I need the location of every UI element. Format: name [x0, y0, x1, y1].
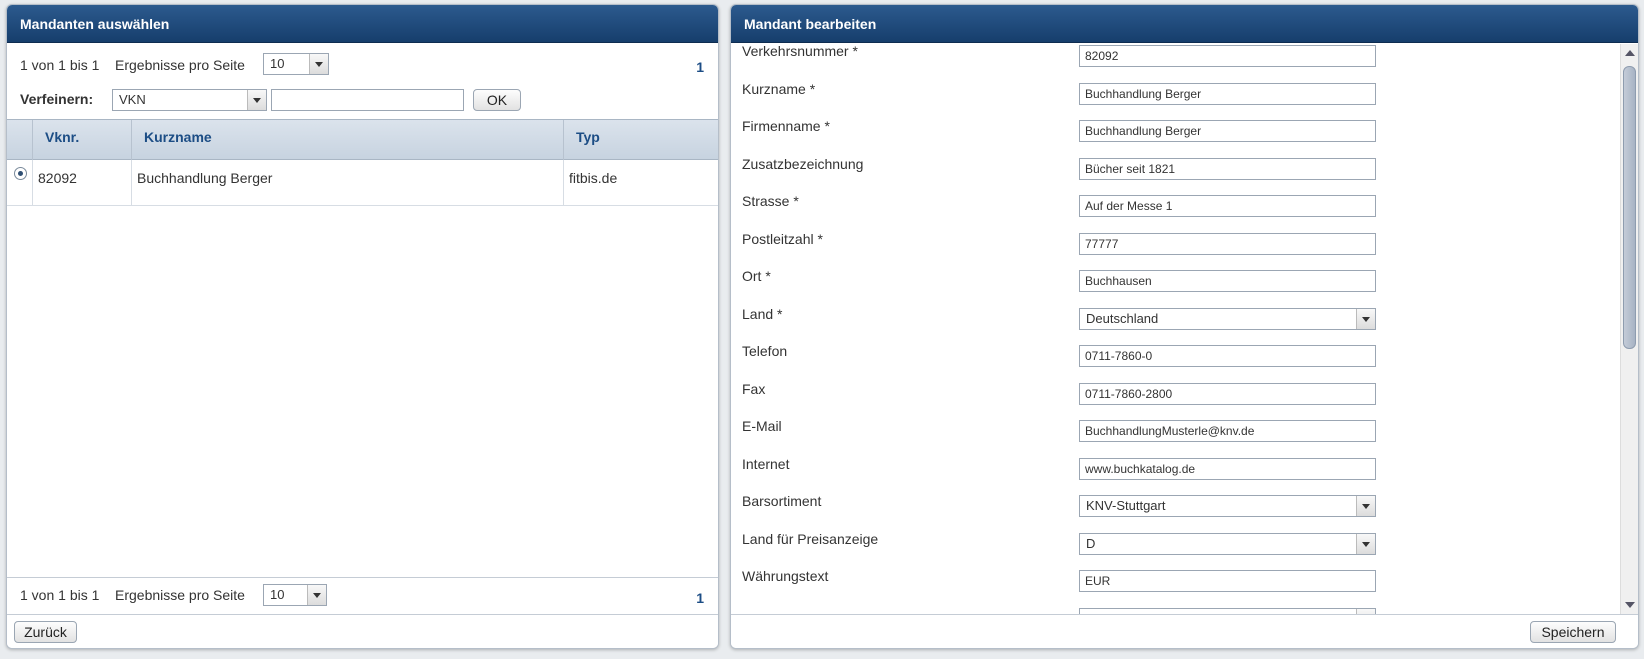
- per-page-label: Ergebnisse pro Seite: [115, 587, 245, 603]
- refine-search-input[interactable]: [271, 89, 464, 111]
- field-label: Zusatzbezeichnung: [742, 155, 864, 172]
- form-row: [731, 229, 1618, 265]
- field-input[interactable]: www.buchkatalog.de: [1079, 458, 1376, 480]
- field-label: Land *: [742, 305, 783, 322]
- field-input[interactable]: Buchhausen: [1079, 270, 1376, 292]
- per-page-select[interactable]: 10: [263, 584, 327, 606]
- field-input[interactable]: Bücher seit 1821: [1079, 158, 1376, 180]
- refine-field-select[interactable]: VKN: [112, 89, 267, 111]
- chevron-down-icon: [307, 585, 326, 605]
- field-input[interactable]: Auf der Messe 1: [1079, 195, 1376, 217]
- field-label: Barsortiment: [742, 493, 822, 509]
- client-form[interactable]: [731, 44, 1638, 614]
- table-header: [7, 119, 718, 160]
- per-page-label: Ergebnisse pro Seite: [115, 57, 245, 73]
- panel-title: Mandanten auswählen: [7, 5, 718, 43]
- field-label: Firmenname *: [742, 118, 830, 134]
- field-input[interactable]: EUR: [1079, 570, 1376, 592]
- form-row: [731, 154, 1618, 190]
- panel-title: Mandant bearbeiten: [731, 5, 1638, 43]
- cell-kurzname: Buchhandlung Berger: [132, 160, 564, 205]
- pager-bottom: [7, 577, 718, 615]
- form-row: [731, 191, 1618, 227]
- field-input[interactable]: BuchhandlungMusterle@knv.de: [1079, 420, 1376, 442]
- column-header-typ[interactable]: Typ: [576, 129, 600, 145]
- column-header-vknr[interactable]: Vknr.: [33, 120, 132, 160]
- form-row: [731, 454, 1618, 490]
- per-page-select[interactable]: 10: [263, 53, 329, 75]
- field-input[interactable]: Buchhandlung Berger: [1079, 120, 1376, 142]
- chevron-down-icon: [1356, 534, 1375, 554]
- field-input[interactable]: 0711-7860-0: [1079, 345, 1376, 367]
- column-header-select: [7, 120, 33, 160]
- row-select-cell[interactable]: [7, 160, 33, 205]
- pager-range-text: 1 von 1 bis 1: [20, 587, 100, 603]
- field-label: Währungstext: [742, 568, 829, 584]
- refine-row: [7, 84, 718, 120]
- refine-label: Verfeinern:: [20, 91, 94, 107]
- back-button[interactable]: Zurück: [14, 621, 77, 643]
- right-footer: [731, 614, 1638, 648]
- select-client-panel: [6, 4, 719, 649]
- field-label: Telefon: [742, 343, 788, 359]
- field-label: Internet: [742, 455, 790, 472]
- field-input[interactable]: 77777: [1079, 233, 1376, 255]
- row-radio[interactable]: [14, 167, 27, 180]
- form-row: [731, 566, 1618, 602]
- form-row: [731, 341, 1618, 377]
- field-input[interactable]: 0711-7860-2800: [1079, 383, 1376, 405]
- chevron-down-icon: [1356, 496, 1375, 516]
- field-label: Kurzname *: [742, 80, 816, 97]
- ok-button[interactable]: OK: [473, 89, 521, 111]
- field-input[interactable]: Buchhandlung Berger: [1079, 83, 1376, 105]
- pager-range-text: 1 von 1 bis 1: [20, 57, 100, 73]
- field-select[interactable]: Deutschland: [1079, 308, 1376, 330]
- pager-top: [7, 44, 718, 82]
- form-row: [731, 79, 1618, 115]
- edit-client-panel: [730, 4, 1639, 649]
- field-label: Ort *: [742, 268, 771, 284]
- cell-typ: fitbis.de: [569, 170, 618, 186]
- field-label: Postleitzahl *: [742, 230, 823, 247]
- form-row: [731, 116, 1618, 152]
- field-label: E-Mail: [742, 418, 782, 434]
- form-row: [731, 304, 1618, 340]
- vertical-scrollbar[interactable]: [1620, 44, 1638, 614]
- left-footer: [7, 614, 718, 648]
- field-select[interactable]: KNV-Stuttgart: [1079, 495, 1376, 517]
- field-input[interactable]: 82092: [1079, 45, 1376, 67]
- field-label: Strasse *: [742, 193, 799, 209]
- chevron-down-icon: [247, 90, 266, 110]
- page-number[interactable]: 1: [696, 590, 704, 606]
- cell-vknr: 82092: [33, 160, 132, 205]
- field-label: Verkehrsnummer *: [742, 44, 858, 59]
- page-number[interactable]: 1: [696, 59, 704, 75]
- scroll-up-icon[interactable]: [1625, 50, 1635, 56]
- form-row: [731, 416, 1618, 452]
- field-label: Land für Preisanzeige: [742, 530, 879, 547]
- form-row: [731, 529, 1618, 565]
- column-header-kurzname[interactable]: Kurzname: [132, 120, 564, 160]
- scrollbar-thumb[interactable]: [1623, 66, 1636, 349]
- form-row: [731, 379, 1618, 415]
- field-select[interactable]: D: [1079, 533, 1376, 555]
- form-row: [731, 44, 1618, 77]
- field-label: Fax: [742, 380, 766, 397]
- scroll-down-icon[interactable]: [1625, 602, 1635, 608]
- save-button[interactable]: Speichern: [1530, 621, 1616, 643]
- chevron-down-icon: [1356, 309, 1375, 329]
- form-row: [731, 266, 1618, 302]
- chevron-down-icon: [309, 54, 328, 74]
- form-row: [731, 491, 1618, 527]
- table-row[interactable]: [7, 160, 718, 206]
